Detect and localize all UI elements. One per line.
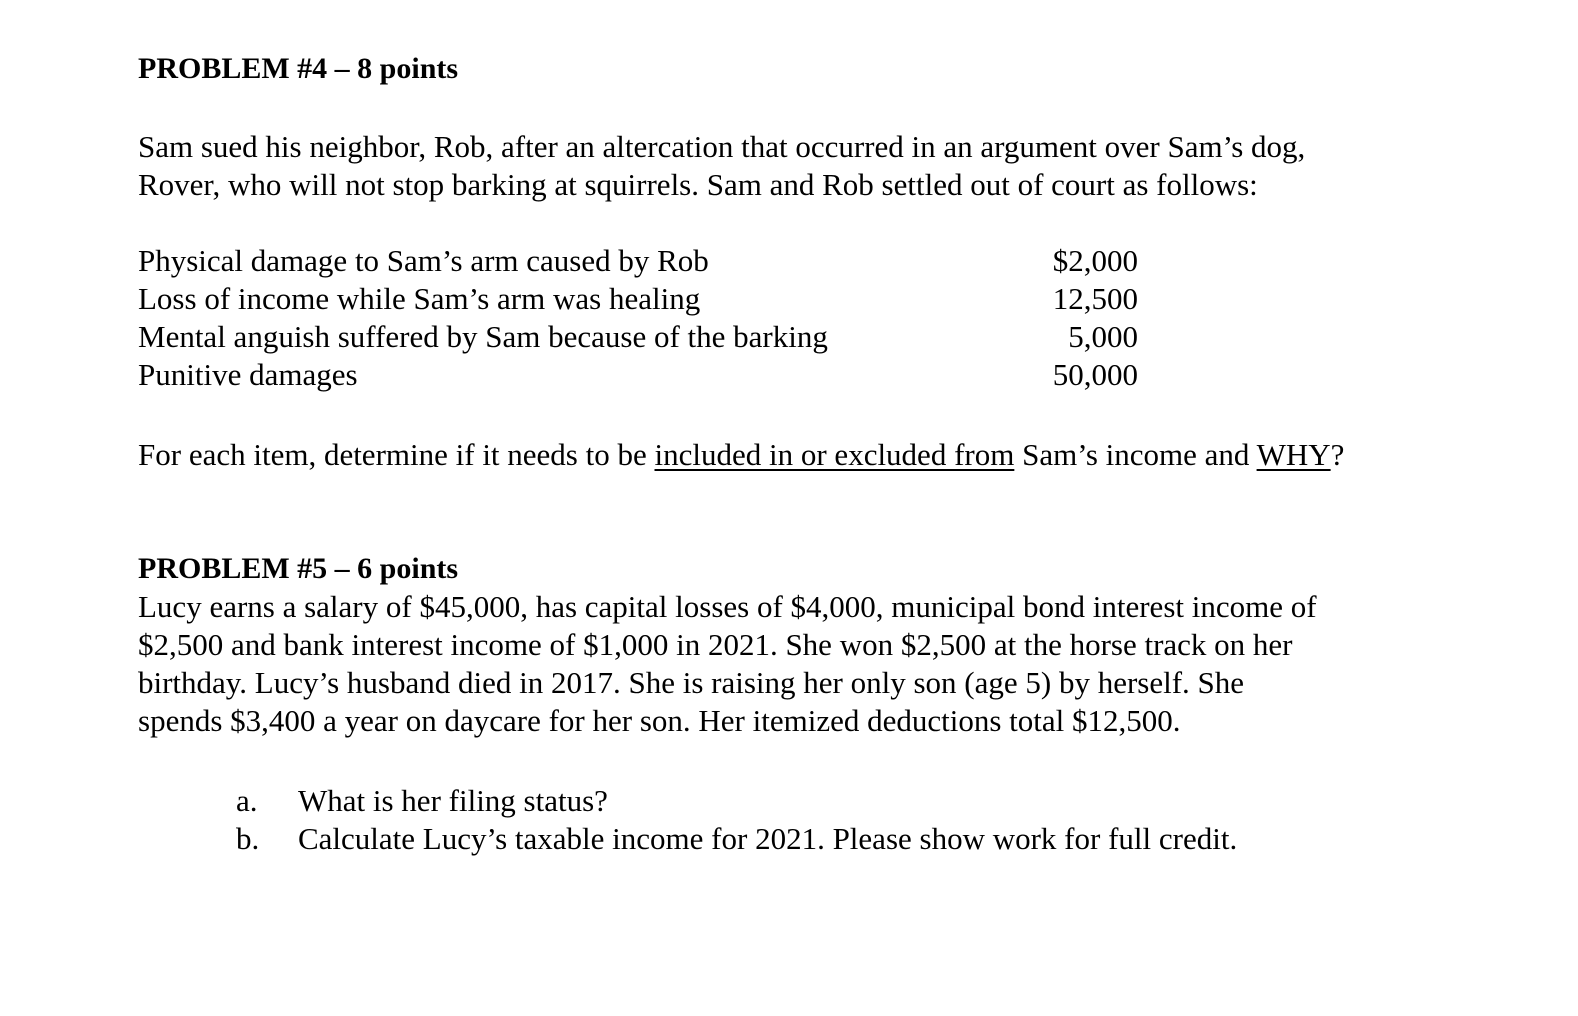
question-underlined-text: WHY <box>1256 437 1331 472</box>
settlement-item-amount: 12,500 <box>1052 281 1138 316</box>
settlement-item-label: Physical damage to Sam’s arm caused by Rob <box>138 243 709 278</box>
settlement-item <box>138 242 1138 280</box>
subquestion-letter: b. <box>236 821 260 856</box>
subquestion-text: Calculate Lucy’s taxable income for 2021. Please show work for full credit. <box>298 821 1238 856</box>
subquestion-text: What is her filing status? <box>298 783 608 818</box>
question-underlined-text: included in or excluded from <box>654 437 1015 472</box>
question-text: Sam’s income and <box>1014 437 1257 472</box>
settlement-item-label: Mental anguish suffered by Sam because of the barking <box>138 319 828 354</box>
settlement-item-label: Punitive damages <box>138 357 358 392</box>
problem-5-body-line: Lucy earns a salary of $45,000, has capital losses of $4,000, municipal bond interest income of <box>138 589 1317 624</box>
problem-4-intro-line: Rover, who will not stop barking at squirrels. Sam and Rob settled out of court as follows: <box>138 167 1258 202</box>
settlement-item <box>138 356 1138 394</box>
problem-4-heading: PROBLEM #4 – 8 points <box>138 52 459 85</box>
question-text: ? <box>1330 437 1345 472</box>
settlement-item-label: Loss of income while Sam’s arm was healing <box>138 281 701 316</box>
subquestion-letter: a. <box>236 783 258 818</box>
settlement-item-amount: $2,000 <box>1052 243 1138 278</box>
subquestion <box>236 782 1237 820</box>
problem-5-heading: PROBLEM #5 – 6 points <box>138 552 459 585</box>
problem-5-body <box>138 588 1538 740</box>
problem-4-question <box>138 436 1344 474</box>
settlement-item-amount: 5,000 <box>1068 319 1138 354</box>
problem-4-intro-line: Sam sued his neighbor, Rob, after an altercation that occurred in an argument over Sam’s dog, <box>138 129 1306 164</box>
subquestion <box>236 820 1237 858</box>
problem-5-body-line: $2,500 and bank interest income of $1,000 in 2021. She won $2,500 at the horse track on her <box>138 627 1293 662</box>
problem-5-body-line: birthday. Lucy’s husband died in 2017. She is raising her only son (age 5) by herself. She <box>138 665 1245 700</box>
settlement-items <box>138 242 1138 394</box>
problem-4-intro <box>138 128 1538 204</box>
question-text: For each item, determine if it needs to be <box>138 437 655 472</box>
settlement-item <box>138 318 1138 356</box>
problem-5-subquestions <box>236 782 1237 858</box>
settlement-item <box>138 280 1138 318</box>
problem-5-body-line: spends $3,400 a year on daycare for her son. Her itemized deductions total $12,500. <box>138 703 1181 738</box>
settlement-item-amount: 50,000 <box>1052 357 1138 392</box>
